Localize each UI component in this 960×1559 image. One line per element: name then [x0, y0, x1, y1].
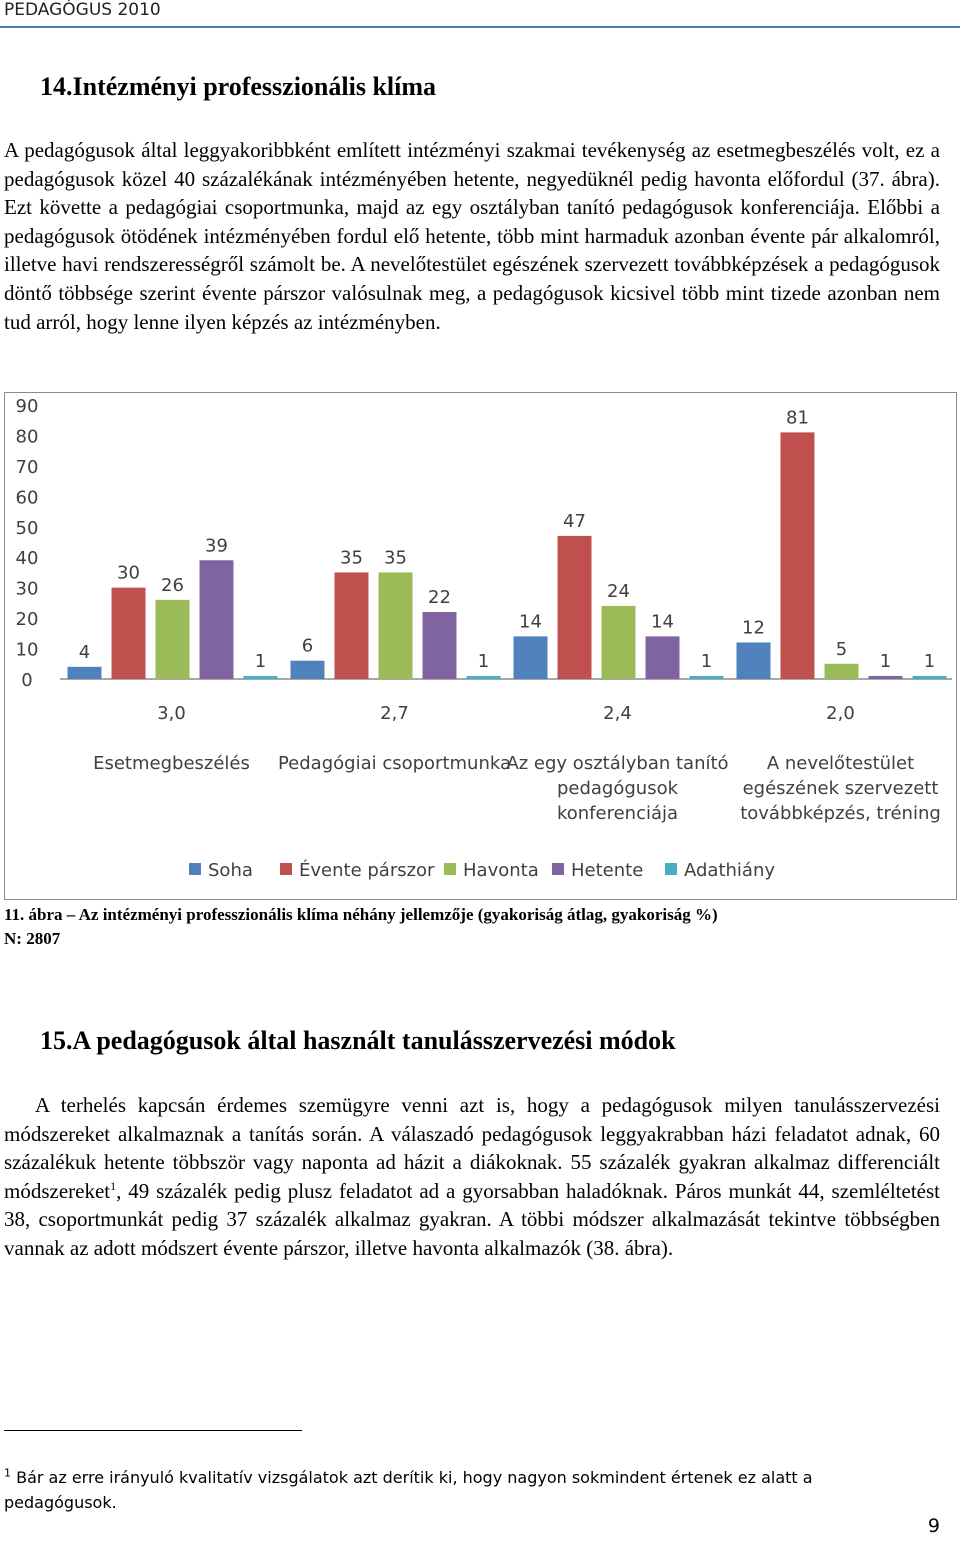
y-tick-label: 70: [15, 456, 39, 478]
section-15-paragraph: [4, 1091, 940, 1263]
category-label: Az egy osztályban tanító: [506, 753, 729, 774]
legend-label: Hetente: [571, 860, 644, 881]
data-label: 1: [879, 650, 892, 672]
y-tick-label: 50: [15, 517, 39, 539]
footnote-reference[interactable]: 1: [110, 1178, 117, 1193]
data-label: 1: [254, 650, 267, 672]
y-tick-label: 20: [15, 609, 39, 631]
category-label: konferenciája: [556, 803, 679, 824]
data-label: 30: [117, 562, 140, 584]
caption-title: 11. ábra – Az intézményi professzionális klíma néhány jellemzője (gyakoriság átlag, gyakoriság %): [4, 905, 718, 924]
data-label: 1: [700, 650, 713, 672]
y-tick-label: 80: [15, 426, 39, 448]
paragraph-text-part1: A terhelés kapcsán érdemes szemügyre venni azt is, hogy a pedagógusok milyen tanulásszervezési módszereket alkalmaznak a tanítás során. A válaszadó pedagógusok leggyakrabban házi feladatot adnak, 60 százalékuk hetente többször vagy naponta ad házit a diákoknak. 55 százalék gyakran alkalmaz differenciált módszereket: [4, 1093, 940, 1203]
data-label: 47: [563, 510, 586, 532]
data-label: 1: [477, 650, 490, 672]
data-label: 35: [340, 547, 363, 569]
data-label: 22: [428, 587, 451, 609]
bar-soha: [68, 667, 102, 679]
footnote-separator: [4, 1430, 302, 1431]
data-label: 26: [161, 574, 184, 596]
bar-évente-párszor: [781, 432, 815, 679]
bar-hetente: [423, 612, 457, 679]
figure-caption: [4, 903, 944, 951]
category-label: Esetmegbeszélés: [93, 753, 250, 774]
page-number: 9: [927, 1515, 940, 1537]
bar-évente-párszor: [335, 572, 369, 679]
legend-label: Adathiány: [684, 860, 776, 881]
legend-swatch: [189, 863, 201, 875]
running-header: PEDAGÓGUS 2010: [4, 0, 161, 20]
data-label: 4: [78, 641, 91, 663]
chart-frame: [4, 392, 957, 900]
section-heading-14: 14.Intézményi professzionális klíma: [40, 72, 437, 101]
data-label: 1: [923, 650, 936, 672]
legend-swatch: [280, 863, 292, 875]
data-label: 24: [607, 580, 630, 602]
footnote: [4, 1465, 924, 1515]
category-mean-label: 2,7: [380, 703, 409, 724]
bar-soha: [737, 642, 771, 679]
bar-adathiány: [690, 676, 724, 679]
bar-soha: [514, 636, 548, 679]
data-label: 6: [301, 635, 314, 657]
bar-havonta: [379, 572, 413, 679]
bar-adathiány: [467, 676, 501, 679]
footnote-number: 1: [4, 1466, 11, 1480]
y-tick-label: 30: [15, 578, 39, 600]
legend-label: Soha: [208, 860, 253, 881]
category-label: A nevelőtestület: [766, 753, 915, 774]
data-label: 5: [835, 638, 848, 660]
category-label: pedagógusok: [556, 778, 679, 799]
bar-havonta: [156, 600, 190, 679]
legend-label: Évente párszor: [299, 860, 435, 881]
bar-havonta: [825, 664, 859, 679]
legend-swatch: [552, 863, 564, 875]
data-label: 14: [519, 611, 542, 633]
bar-hetente: [869, 676, 903, 679]
y-tick-label: 0: [21, 670, 33, 691]
bar-chart: [5, 393, 956, 899]
y-tick-label: 40: [15, 548, 39, 570]
data-label: 14: [651, 611, 674, 633]
legend-swatch: [665, 863, 677, 875]
y-tick-label: 90: [15, 396, 39, 417]
caption-n: N: 2807: [4, 929, 61, 948]
bar-soha: [291, 661, 325, 679]
category-label: egészének szervezett: [742, 778, 939, 799]
bar-hetente: [646, 636, 680, 679]
bar-havonta: [602, 606, 636, 679]
section-14-paragraph: A pedagógusok által leggyakoribbként említett intézményi szakmai tevékenység az esetmegbeszélés volt, ez a pedagógusok közel 40 százalékának intézményében hetente, negyedüknél pedig havonta előfordul (37. ábra). Ezt követte a pedagógiai csoportmunka, majd az egy osztályban tanító pedagógusok konferenciája. Előbbi a pedagógusok ötödének intézményében fordul elő hetente, több mint harmaduk azonban évente pár alkalomról, illetve havi rendszerességről számolt be. A nevelőtestület egészének szervezett továbbképzések a pedagógusok döntő többsége szerint évente párszor valósulnak meg, a pedagógusok kicsivel több mint tizede azonban nem tud arról, hogy lenne ilyen képzés az intézményben.: [4, 138, 940, 334]
category-mean-label: 2,4: [603, 703, 632, 724]
legend-label: Havonta: [463, 860, 539, 881]
bar-adathiány: [913, 676, 947, 679]
paragraph-text-part2: , 49 százalék pedig plusz feladatot ad a gyorsabban haladóknak. Páros munkát 44, szemléltetést 38, csoportmunkát pedig 37 százalék alkalmaz gyakran. A többi módszer alkalmazását tekintve többségben vannak az adott módszert évente párszor, illetve havonta alkalmazók (38. ábra).: [4, 1178, 940, 1260]
data-label: 39: [205, 535, 228, 557]
bar-adathiány: [244, 676, 278, 679]
section-heading-15: 15.A pedagógusok által használt tanulásszervezési módok: [40, 1026, 676, 1055]
data-label: 35: [384, 547, 407, 569]
y-tick-label: 10: [15, 639, 39, 661]
data-label: 12: [742, 617, 765, 639]
category-mean-label: 3,0: [157, 703, 186, 724]
category-label: továbbképzés, tréning: [740, 803, 941, 824]
bar-évente-párszor: [558, 536, 592, 679]
category-label: Pedagógiai csoportmunka: [277, 753, 512, 774]
category-mean-label: 2,0: [826, 703, 855, 724]
y-tick-label: 60: [15, 487, 39, 509]
legend-swatch: [444, 863, 456, 875]
data-label: 81: [786, 407, 809, 429]
footnote-text: Bár az erre irányuló kvalitatív vizsgálatok azt derítik ki, hogy nagyon sokmindent értenek ez alatt a pedagógusok.: [4, 1468, 813, 1512]
bar-évente-párszor: [112, 588, 146, 679]
bar-hetente: [200, 560, 234, 679]
header-rule: [0, 26, 960, 28]
